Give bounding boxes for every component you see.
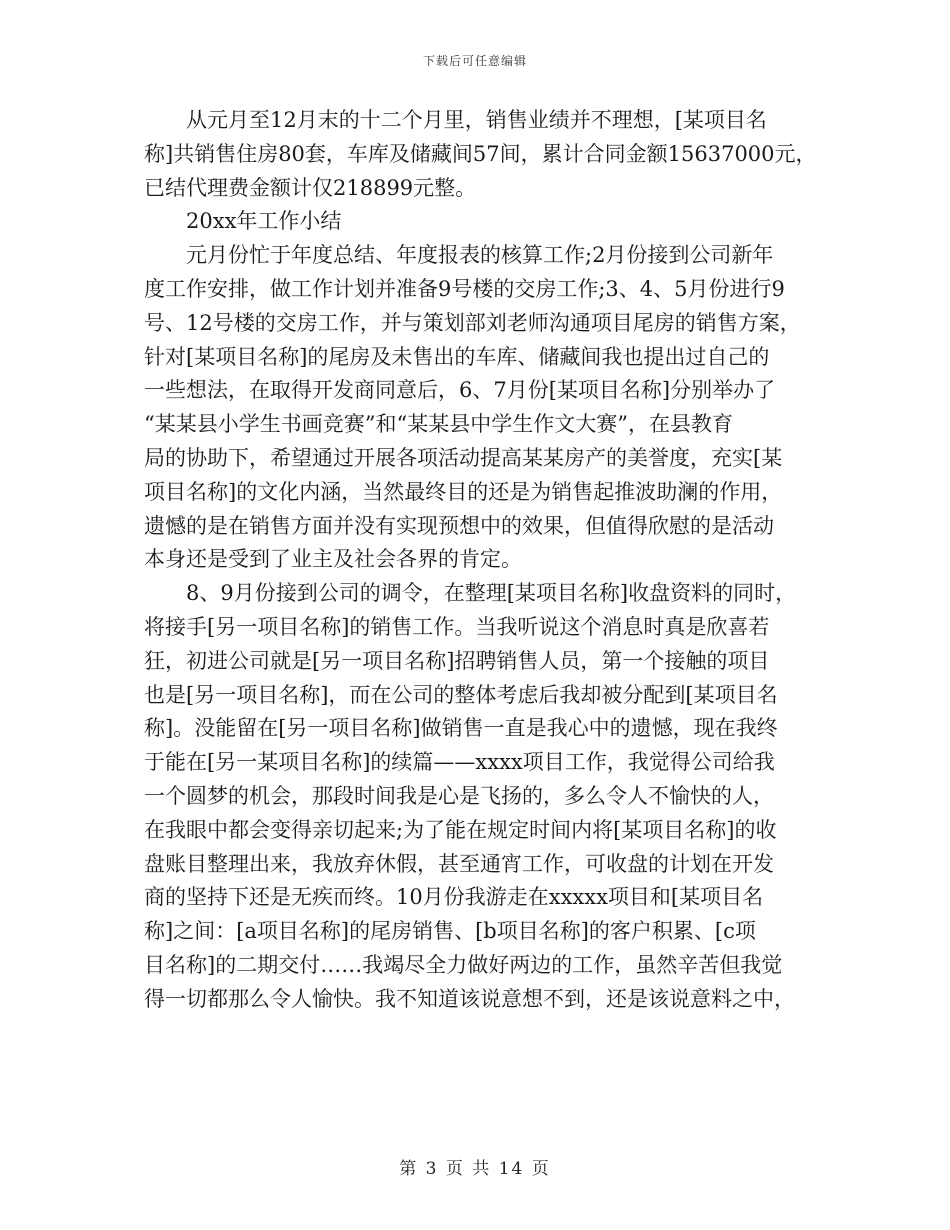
text-line: 项目名称]的文化内涵，当然最终目的还是为销售起推波助澜的作用，: [144, 479, 783, 504]
text-line: 一个圆梦的机会，那段时间我是心是飞扬的，多么令人不愉快的人，: [144, 783, 774, 808]
text-line: 8、9月份接到公司的调令，在整理[某项目名称]收盘资料的同时，: [186, 581, 797, 606]
text-line: 将接手[另一项目名称]的销售工作。当我听说这个消息时真是欣喜若: [144, 614, 770, 639]
text-line: 称]共销售住房80套，车库及储藏间57间，累计合同金额15637000元，: [144, 141, 817, 166]
page-header-note: 下载后可任意编辑: [422, 54, 527, 68]
text-line: 商的坚持下还是无疾而终。10月份我游走在xxxxx项目和[某项目名: [144, 885, 764, 910]
page-number-footer: 第 3 页 共 14 页: [399, 1159, 551, 1179]
text-line: 得一切都那么令人愉快。我不知道该说意想不到，还是该说意料之中，: [144, 986, 795, 1011]
text-line: 一些想法，在取得开发商同意后，6、7月份[某项目名称]分别举办了: [144, 378, 776, 403]
text-line: 号、12号楼的交房工作，并与策划部刘老师沟通项目尾房的销售方案，: [144, 310, 801, 335]
text-line: 20xx年工作小结: [186, 209, 342, 234]
text-line: 从元月至12月末的十二个月里，销售业绩并不理想，[某项目名: [186, 108, 767, 132]
text-line: 度工作安排，做工作计划并准备9号楼的交房工作;3、4、5月份进行9: [144, 276, 785, 301]
text-line: 元月份忙于年度总结、年度报表的核算工作;2月份接到公司新年: [186, 243, 774, 268]
text-line: 目名称]的二期交付……我竭尽全力做好两边的工作，虽然辛苦但我觉: [144, 952, 783, 977]
text-line: 局的协助下，希望通过开展各项活动提高某某房产的美誉度，充实[某: [144, 445, 783, 470]
document-body: [144, 104, 824, 1017]
text-line: 称]之间：[a项目名称]的尾房销售、[b项目名称]的客户积累、[c项: [144, 919, 756, 944]
text-line: 狂，初进公司就是[另一项目名称]招聘销售人员，第一个接触的项目: [144, 648, 770, 673]
text-line: 已结代理费金额计仅218899元整。: [144, 175, 477, 200]
text-line: 也是[另一项目名称]，而在公司的整体考虑后我却被分配到[某项目名: [144, 682, 778, 707]
text-line: 于能在[另一某项目名称]的续篇——xxxx项目工作，我觉得公司给我: [144, 750, 775, 775]
text-line: 称]。没能留在[另一项目名称]做销售一直是我心中的遗憾，现在我终: [144, 716, 778, 741]
text-line: 在我眼中都会变得亲切起来;为了能在规定时间内将[某项目名称]的收: [144, 817, 777, 842]
text-line: 本身还是受到了业主及社会各界的肯定。: [144, 547, 522, 572]
text-line: 针对[某项目名称]的尾房及未售出的车库、储藏间我也提出过自己的: [144, 344, 770, 369]
text-line: 遗憾的是在销售方面并没有实现预想中的效果，但值得欣慰的是活动: [144, 513, 774, 538]
text-line: 盘账目整理出来，我放弃休假，甚至通宵工作，可收盘的计划在开发: [144, 851, 774, 876]
text-line: “某某县小学生书画竞赛”和“某某县中学生作文大赛”，在县教育: [144, 412, 733, 437]
